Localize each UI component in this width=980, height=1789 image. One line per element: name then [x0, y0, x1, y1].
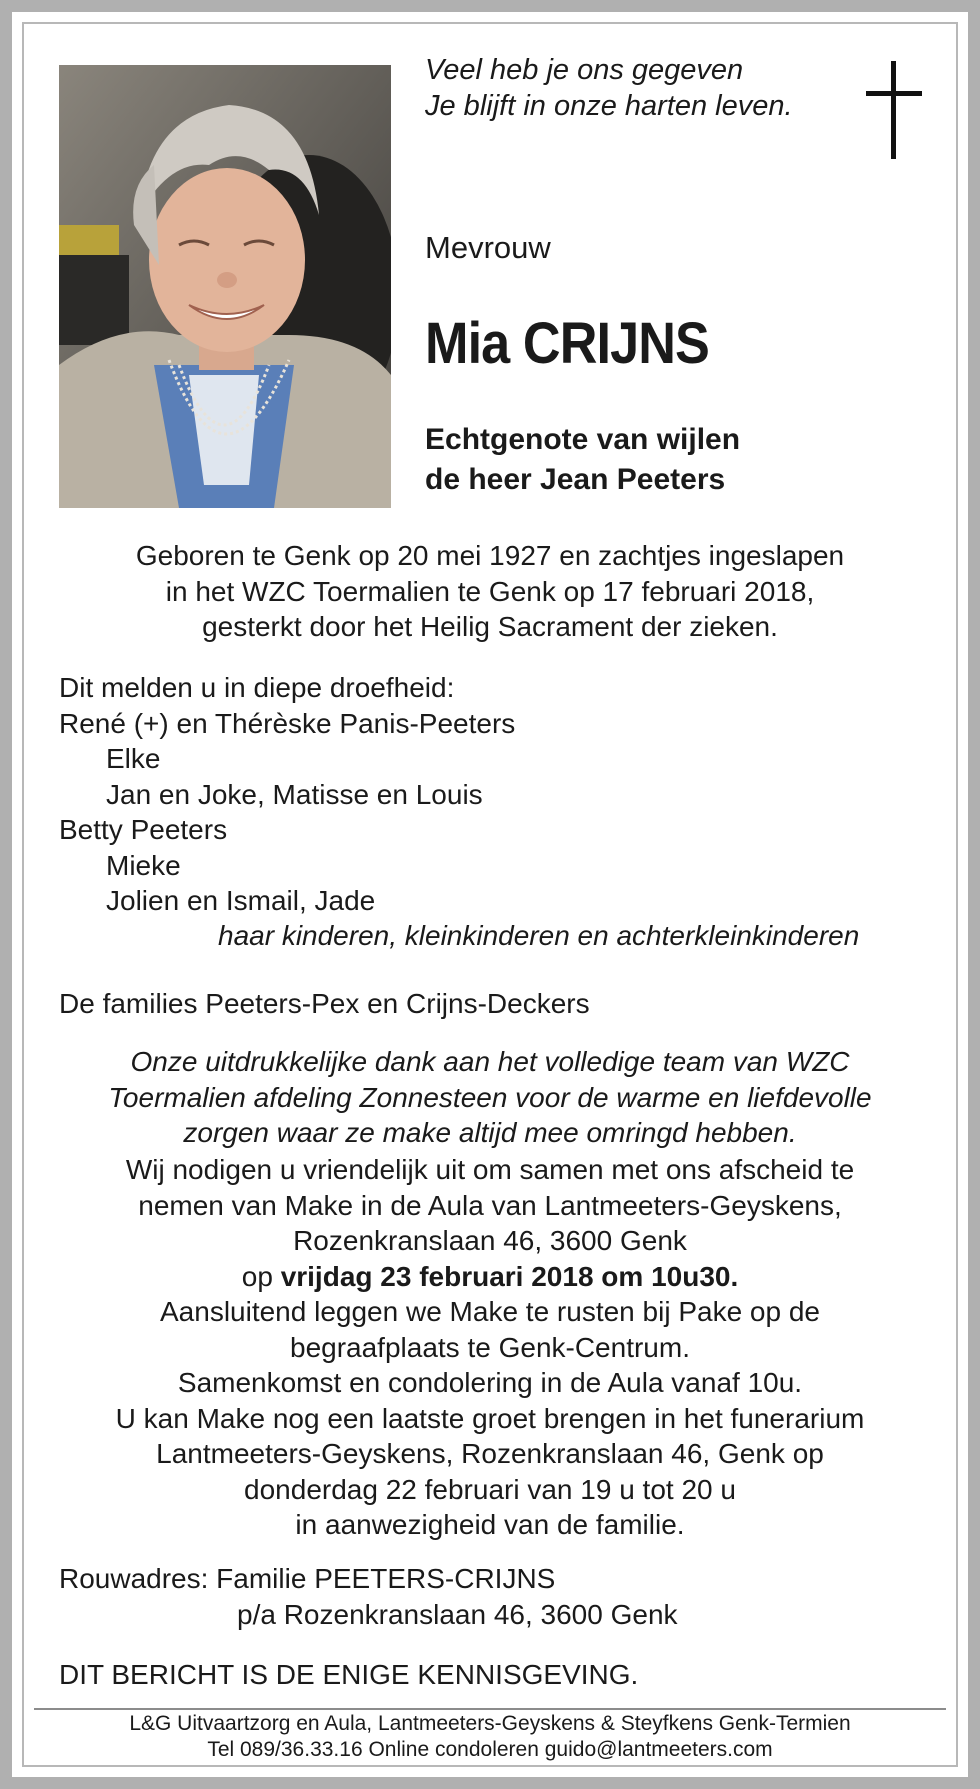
- birth-line: gesterkt door het Heilig Sacrament der zieken.: [202, 611, 778, 642]
- invite-line: Aansluitend leggen we Make te rusten bij Pake op de: [160, 1296, 820, 1327]
- notice: DIT BERICHT IS DE ENIGE KENNISGEVING.: [59, 1659, 639, 1690]
- families-line: De families Peeters-Pex en Crijns-Deckers: [59, 988, 590, 1019]
- motto-line: Je blijft in onze harten leven.: [425, 90, 793, 122]
- invite-line: Samenkomst en condolering in de Aula vanaf 10u.: [177, 1367, 803, 1398]
- family-member: Jolien en Ismail, Jade: [106, 885, 376, 916]
- family-member: Betty Peeters: [59, 814, 228, 845]
- family-subtitle: haar kinderen, kleinkinderen en achterkleinkinderen: [218, 920, 860, 951]
- footer-line: Tel 089/36.33.16 Online condoleren guido@lantmeeters.com: [207, 1738, 773, 1761]
- rouwadres-address: p/a Rozenkranslaan 46, 3600 Genk: [237, 1598, 678, 1630]
- deceased-name: Mia CRIJNS: [425, 311, 709, 376]
- family-member: Mieke: [106, 849, 181, 881]
- birth-paragraph: [40, 538, 940, 645]
- motto-line: Veel heb je ons gegeven: [425, 54, 744, 86]
- thanks-line: zorgen waar ze make altijd mee omringd hebben.: [183, 1117, 797, 1148]
- invite-date-prefix: op: [241, 1260, 281, 1292]
- invite-line: in aanwezigheid van de familie.: [295, 1509, 685, 1540]
- invite-line: Lantmeeters-Geyskens, Rozenkranslaan 46, Genk op: [156, 1438, 824, 1469]
- family-member: Jan en Joke, Matisse en Louis: [106, 778, 483, 810]
- invite-line: Rozenkranslaan 46, 3600 Genk: [293, 1225, 687, 1256]
- invite-line: Wij nodigen u vriendelijk uit om samen met ons afscheid te: [125, 1154, 855, 1185]
- invite-line: nemen van Make in de Aula van Lantmeeters-Geyskens,: [138, 1189, 842, 1221]
- birth-line: in het WZC Toermalien te Genk op 17 februari 2018,: [165, 575, 815, 607]
- family-intro: Dit melden u in diepe droefheid:: [59, 672, 455, 703]
- portrait-photo: [59, 65, 391, 508]
- invite-date-line: [40, 1259, 940, 1295]
- spouse-line: Echtgenote van wijlen: [425, 423, 741, 456]
- family-member: Elke: [106, 743, 161, 774]
- salutation: Mevrouw: [425, 230, 551, 265]
- motto: [425, 52, 825, 124]
- footer: [40, 1711, 940, 1763]
- thanks-paragraph: [40, 1044, 940, 1151]
- footer-line: L&G Uitvaartzorg en Aula, Lantmeeters-Geyskens & Steyfkens Genk-Termien: [129, 1712, 851, 1735]
- cross-icon: [866, 61, 922, 159]
- footer-divider: [34, 1708, 946, 1710]
- birth-line: Geboren te Genk op 20 mei 1927 en zachtjes ingeslapen: [135, 540, 845, 571]
- rouwadres-line: Rouwadres: Familie PEETERS-CRIJNS: [59, 1563, 556, 1594]
- family-member: René (+) en Thérèske Panis-Peeters: [59, 707, 516, 739]
- spouse-info: [425, 420, 740, 500]
- thanks-line: Toermalien afdeling Zonnesteen voor de warme en liefdevolle: [108, 1081, 872, 1113]
- spouse-line: de heer Jean Peeters: [425, 463, 726, 496]
- rouwadres: [59, 1561, 678, 1632]
- invite-line: donderdag 22 februari van 19 u tot 20 u: [244, 1473, 736, 1505]
- thanks-line: Onze uitdrukkelijke dank aan het volledige team van WZC: [130, 1046, 850, 1077]
- invite-line: U kan Make nog een laatste groet brengen in het funerarium: [115, 1402, 865, 1434]
- invite-date: vrijdag 23 februari 2018 om 10u30.: [280, 1260, 739, 1292]
- invite-line: begraafplaats te Genk-Centrum.: [290, 1331, 690, 1363]
- family-list: [59, 670, 860, 951]
- invitation-paragraph: [40, 1152, 940, 1543]
